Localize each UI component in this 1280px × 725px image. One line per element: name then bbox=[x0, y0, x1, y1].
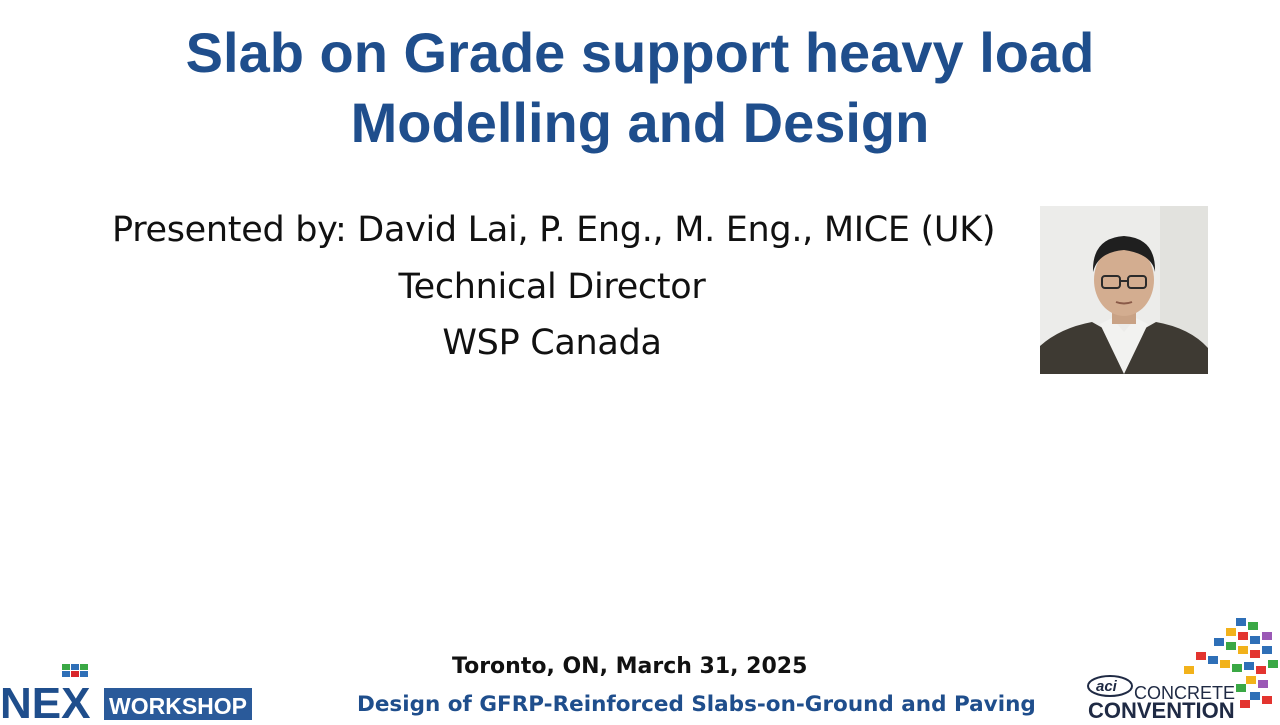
nex-logo bbox=[0, 660, 100, 720]
presenter-line: Presented by: David Lai, P. Eng., M. Eng., MICE (UK) bbox=[112, 210, 996, 250]
aci-concrete-convention-logo bbox=[1086, 612, 1280, 720]
concrete-text: CONCRETE bbox=[1134, 683, 1236, 703]
slide-title bbox=[0, 18, 1280, 158]
title-line-2: Modelling and Design bbox=[350, 91, 930, 154]
nex-logo-icon bbox=[0, 660, 100, 720]
nex-logo-text: NEX bbox=[0, 679, 91, 720]
workshop-title: Design of GFRP-Reinforced Slabs-on-Ground and Paving bbox=[357, 692, 1036, 717]
presenter-photo bbox=[1040, 206, 1208, 374]
person-portrait-icon bbox=[1040, 206, 1208, 374]
workshop-badge: WORKSHOP bbox=[104, 688, 252, 720]
presenter-company: WSP Canada bbox=[442, 323, 662, 363]
convention-text: CONVENTION bbox=[1088, 698, 1235, 720]
event-date-location: Toronto, ON, March 31, 2025 bbox=[452, 654, 808, 679]
aci-text: aci bbox=[1096, 678, 1117, 695]
presenter-role: Technical Director bbox=[398, 267, 706, 307]
aci-logo-icon bbox=[1086, 612, 1280, 720]
title-line-1: Slab on Grade support heavy load bbox=[185, 21, 1095, 84]
